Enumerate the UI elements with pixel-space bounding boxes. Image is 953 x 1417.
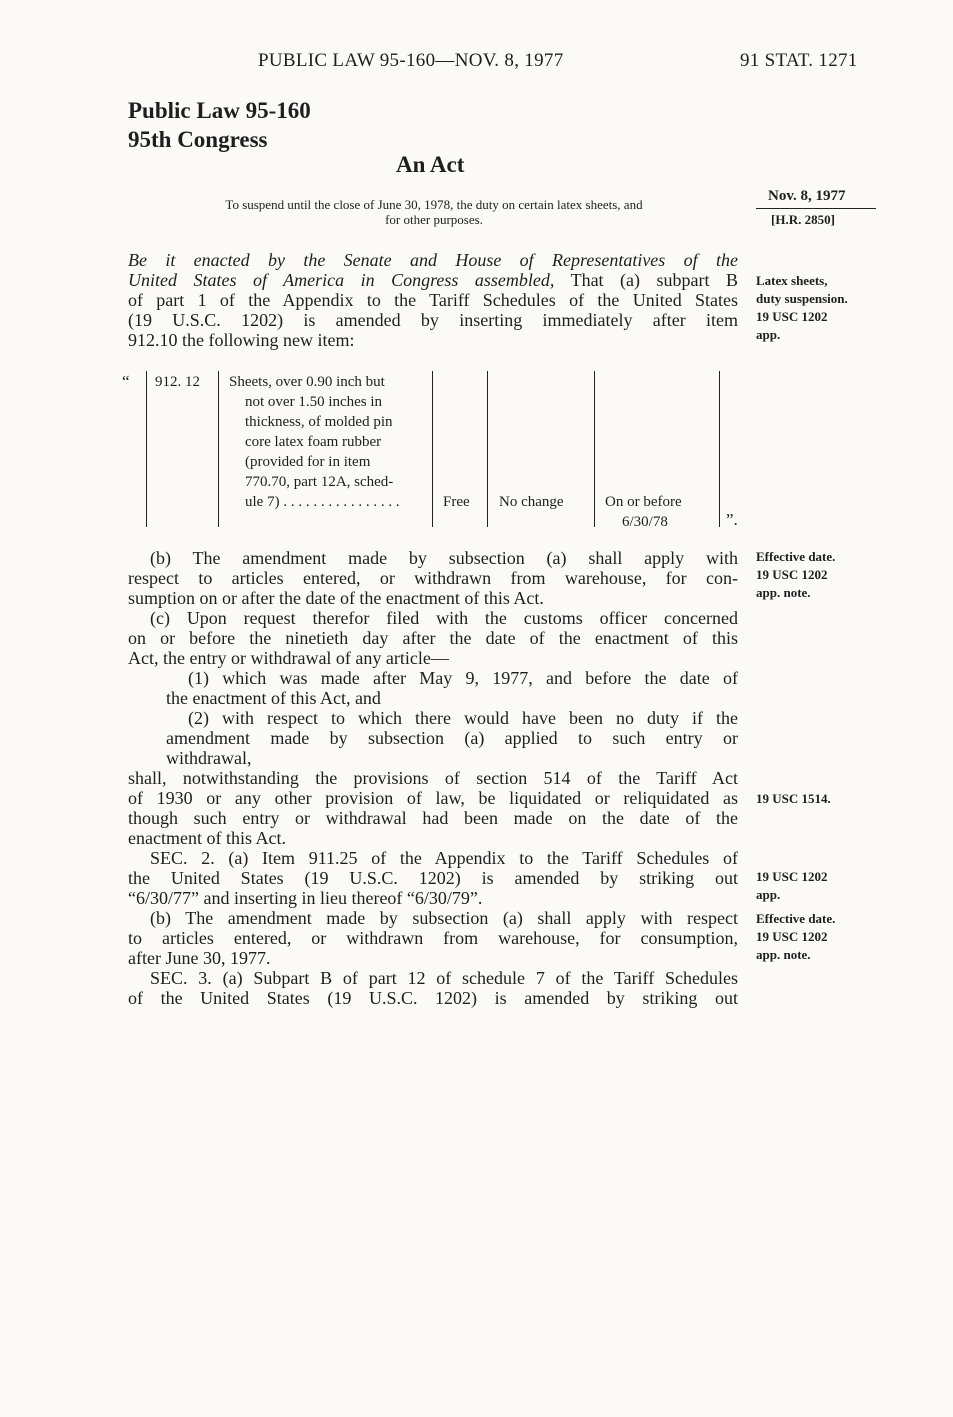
enacting-line-1: Be it enacted by the Senate and House of Representatives of the	[128, 250, 738, 270]
body-line: enactment of this Act.	[128, 828, 286, 848]
body-line: of 1930 or any other provision of law, be liquidated or reliquidated as	[128, 788, 738, 808]
body-line: after June 30, 1977.	[128, 948, 271, 968]
body-line: sumption on or after the date of the enactment of this Act.	[128, 588, 544, 608]
body-line: though such entry or withdrawal had been made on the date of the	[128, 808, 738, 828]
table-rule	[487, 371, 488, 527]
sidenote-latex-2: duty suspension.	[756, 291, 848, 306]
sidenote-effective-2-1: Effective date.	[756, 911, 836, 926]
sidenote-latex-3: 19 USC 1202	[756, 309, 828, 324]
table-rate-column-2: No change	[499, 494, 564, 510]
sidenote-usc-1514: 19 USC 1514.	[756, 791, 831, 806]
enacting-line-3: of part 1 of the Appendix to the Tariff Schedules of the United States	[128, 290, 738, 310]
body-line: the enactment of this Act, and	[166, 688, 381, 708]
table-rule	[594, 371, 595, 527]
sidenote-effective-3: app. note.	[756, 585, 811, 600]
sidenote-sec2-1: 19 USC 1202	[756, 869, 828, 884]
table-rule	[146, 371, 147, 527]
sidenote-effective-1: Effective date.	[756, 549, 836, 564]
body-line: the United States (19 U.S.C. 1202) is amended by striking out	[128, 868, 738, 888]
sidenote-rule	[756, 208, 876, 209]
table-close-quote: ”.	[726, 510, 738, 529]
body-line: Act, the entry or withdrawal of any article—	[128, 648, 449, 668]
bill-number: [H.R. 2850]	[771, 212, 835, 227]
running-header-title: PUBLIC LAW 95-160—NOV. 8, 1977	[258, 50, 564, 71]
body-line: amendment made by subsection (a) applied to such entry or	[166, 728, 738, 748]
act-title: An Act	[396, 152, 465, 177]
body-line: SEC. 3. (a) Subpart B of part 12 of schedule 7 of the Tariff Schedules	[150, 968, 738, 988]
body-line: (b) The amendment made by subsection (a) shall apply with	[150, 548, 738, 568]
enactment-date: Nov. 8, 1977	[768, 188, 846, 204]
body-line: (2) with respect to which there would have been no duty if the	[188, 708, 738, 728]
congress-number: 95th Congress	[128, 127, 268, 152]
table-desc-line: ule 7) . . . . . . . . . . . . . . . .	[245, 494, 400, 510]
sidenote-sec2-2: app.	[756, 887, 781, 902]
table-rule	[432, 371, 433, 527]
sidenote-effective-2-3: app. note.	[756, 947, 811, 962]
body-line: (b) The amendment made by subsection (a) shall apply with respect	[150, 908, 738, 928]
enacting-line-5: 912.10 the following new item:	[128, 330, 355, 350]
body-line: on or before the ninetieth day after the date of the enactment of this	[128, 628, 738, 648]
table-date-line-2: 6/30/78	[622, 514, 668, 530]
public-law-number: Public Law 95-160	[128, 98, 311, 123]
body-line: of the United States (19 U.S.C. 1202) is amended by striking out	[128, 988, 738, 1008]
sidenote-effective-2-2: 19 USC 1202	[756, 929, 828, 944]
table-desc-line: 770.70, part 12A, sched-	[245, 474, 394, 490]
table-open-quote: “	[122, 372, 130, 391]
table-desc-line: thickness, of molded pin	[245, 414, 393, 430]
enacting-that: That (a) subpart B	[554, 270, 738, 290]
body-line: to articles entered, or withdrawn from warehouse, for consumption,	[128, 928, 738, 948]
body-line: SEC. 2. (a) Item 911.25 of the Appendix to the Tariff Schedules of	[150, 848, 738, 868]
table-desc-line: not over 1.50 inches in	[245, 394, 383, 410]
sidenote-latex-1: Latex sheets,	[756, 273, 828, 288]
table-rule	[218, 371, 219, 527]
table-desc-line: (provided for in item	[245, 454, 371, 470]
table-date-line-1: On or before	[605, 494, 682, 510]
sidenote-latex-4: app.	[756, 327, 781, 342]
sidenote-effective-2: 19 USC 1202	[756, 567, 828, 582]
table-desc-line: Sheets, over 0.90 inch but	[229, 374, 385, 390]
body-line: shall, notwithstanding the provisions of section 514 of the Tariff Act	[128, 768, 738, 788]
statute-page-number: 91 STAT. 1271	[740, 50, 858, 71]
table-desc-line: core latex foam rubber	[245, 434, 382, 450]
body-line: withdrawal,	[166, 748, 252, 768]
enacting-line-4: (19 U.S.C. 1202) is amended by inserting immediately after item	[128, 310, 738, 330]
body-line: (1) which was made after May 9, 1977, and before the date of	[188, 668, 738, 688]
purpose-line-2: for other purposes.	[385, 212, 483, 227]
table-rate-column-1: Free	[443, 494, 470, 510]
body-line: “6/30/77” and inserting in lieu thereof “6/30/79”.	[128, 888, 483, 908]
enacting-formula: United States of America in Congress assembled,	[128, 270, 555, 290]
purpose-line-1: To suspend until the close of June 30, 1978, the duty on certain latex sheets, and	[225, 197, 643, 212]
body-line: respect to articles entered, or withdrawn from warehouse, for con-	[128, 568, 738, 588]
table-rule	[719, 371, 720, 527]
table-item-number: 912. 12	[155, 374, 200, 390]
enacting-line-2	[128, 270, 738, 290]
body-line: (c) Upon request therefor filed with the customs officer concerned	[150, 608, 738, 628]
